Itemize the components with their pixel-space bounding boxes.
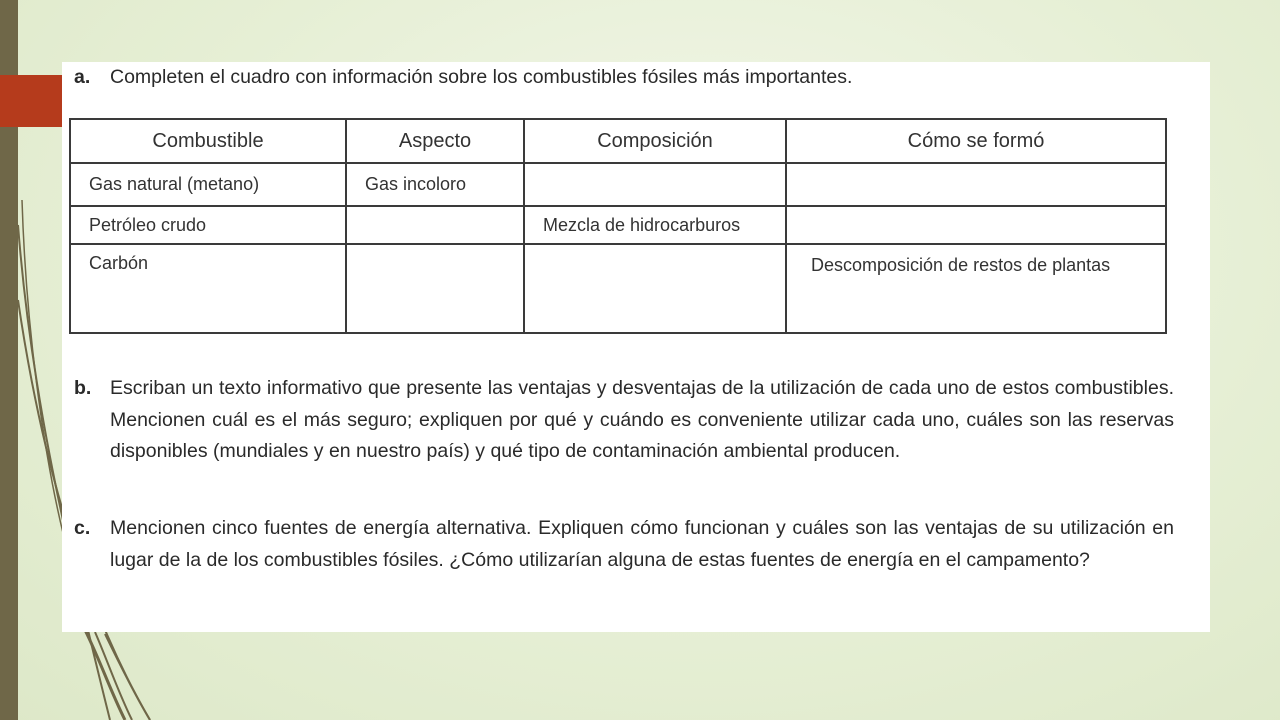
- table-row: [70, 244, 1166, 333]
- cell-composicion: Mezcla de hidrocarburos: [524, 206, 786, 244]
- cell-aspecto: [346, 244, 524, 333]
- item-b-text: Escriban un texto informativo que presente las ventajas y desventajas de la utilización de cada uno de estos combustibles. Mencionen cuál es el más seguro; expliquen por qué y cuándo es conveniente utilizar cada uno, cuáles son las reservas disponibles (mundiales y en nuestro país) y qué tipo de contaminación ambiental producen.: [110, 377, 1174, 462]
- cell-composicion: [524, 163, 786, 206]
- item-c-text: Mencionen cinco fuentes de energía alternativa. Expliquen cómo funcionan y cuáles son las ventajas de su utilización en lugar de la de los combustibles fósiles. ¿Cómo utilizarían alguna de estas fuentes de energía en el campamento?: [110, 517, 1174, 571]
- header-aspecto: Aspecto: [346, 119, 524, 163]
- cell-combustible: Carbón: [70, 244, 346, 333]
- table-row: [70, 163, 1166, 206]
- cell-como-se-formo: [786, 163, 1166, 206]
- item-b: [74, 373, 1174, 468]
- cell-combustible: Gas natural (metano): [70, 163, 346, 206]
- fossil-fuels-table: [69, 118, 1167, 334]
- cell-como-se-formo: [786, 206, 1166, 244]
- cell-aspecto: Gas incoloro: [346, 163, 524, 206]
- item-c-marker: c.: [74, 517, 91, 539]
- accent-tab: [0, 75, 62, 127]
- cell-combustible: Petróleo crudo: [70, 206, 346, 244]
- item-a: [74, 62, 1174, 94]
- worksheet: [62, 62, 1210, 632]
- header-composicion: Composición: [524, 119, 786, 163]
- item-c: [74, 513, 1174, 576]
- item-a-text: Completen el cuadro con información sobre los combustibles fósiles más importantes.: [110, 66, 853, 88]
- item-b-marker: b.: [74, 377, 92, 399]
- header-combustible: Combustible: [70, 119, 346, 163]
- table-row: [70, 206, 1166, 244]
- cell-composicion: [524, 244, 786, 333]
- header-como-se-formo: Cómo se formó: [786, 119, 1166, 163]
- cell-como-se-formo: Descomposición de restos de plantas: [786, 244, 1166, 333]
- table-header-row: [70, 119, 1166, 163]
- item-a-marker: a.: [74, 66, 91, 88]
- cell-aspecto: [346, 206, 524, 244]
